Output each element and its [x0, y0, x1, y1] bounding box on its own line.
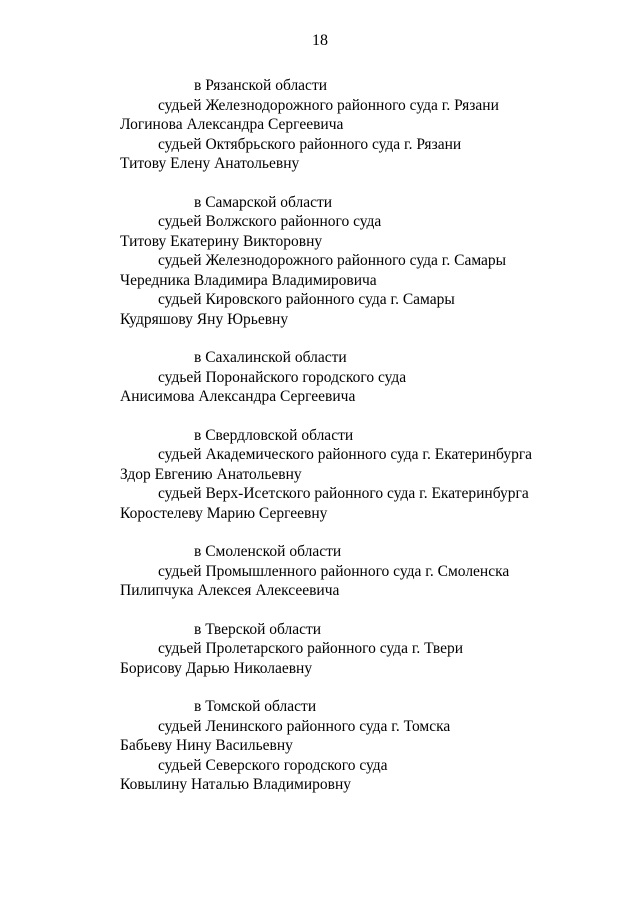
judge-name: Коростелеву Марию Сергеевну — [120, 504, 328, 522]
page-number: 18 — [312, 32, 328, 49]
judge-name: Здор Евгению Анатольевну — [120, 465, 302, 483]
court-position: судьей Волжского районного суда — [158, 213, 382, 230]
region-heading: в Смоленской области — [194, 543, 342, 560]
region-section — [120, 193, 620, 330]
region-heading: в Свердловской области — [194, 426, 354, 444]
judge-name: Бабьеву Нину Васильевну — [120, 737, 293, 754]
judge-name: Ковылину Наталью Владимировну — [120, 776, 352, 793]
region-section — [120, 542, 620, 601]
court-position: судьей Железнодорожного районного суда г. Рязани — [158, 96, 499, 114]
judge-name: Титову Екатерину Викторовну — [120, 232, 323, 250]
region-section — [120, 76, 620, 174]
region-heading: в Самарской области — [194, 193, 333, 211]
judge-name: Кудряшову Яну Юрьевну — [120, 310, 289, 328]
judge-name: Логинова Александра Сергеевича — [120, 116, 344, 133]
court-position: судьей Ленинского районного суда г. Томска — [158, 717, 451, 735]
region-heading: в Сахалинской области — [194, 349, 347, 366]
region-section — [120, 348, 620, 407]
judge-name: Титову Елену Анатольевну — [120, 155, 300, 172]
court-position: судьей Железнодорожного районного суда г. Самары — [158, 252, 507, 269]
region-heading: в Рязанской области — [194, 77, 328, 94]
judge-name: Чередника Владимира Владимировича — [120, 271, 377, 289]
court-position: судьей Октябрьского районного суда г. Рязани — [158, 135, 462, 153]
region-heading: в Томской области — [194, 698, 317, 715]
court-position: судьей Верх-Исетского районного суда г. Екатеринбурга — [158, 485, 529, 502]
region-heading: в Тверской области — [194, 620, 322, 638]
judge-name: Пилипчука Алексея Алексеевича — [120, 582, 340, 599]
region-section — [120, 426, 620, 524]
court-position: судьей Северского городского суда — [158, 756, 388, 774]
region-section — [120, 697, 620, 795]
court-position: судьей Поронайского городского суда — [158, 368, 407, 386]
region-section — [120, 620, 620, 679]
court-position: судьей Кировского районного суда г. Самары — [158, 291, 455, 308]
appointments-list — [120, 76, 620, 814]
court-position: судьей Академического районного суда г. Екатеринбурга — [158, 446, 533, 463]
court-position: судьей Пролетарского районного суда г. Твери — [158, 640, 464, 657]
judge-name: Борисову Дарью Николаевну — [120, 659, 313, 677]
judge-name: Анисимова Александра Сергеевича — [120, 388, 356, 405]
court-position: судьей Промышленного районного суда г. Смоленска — [158, 562, 510, 580]
